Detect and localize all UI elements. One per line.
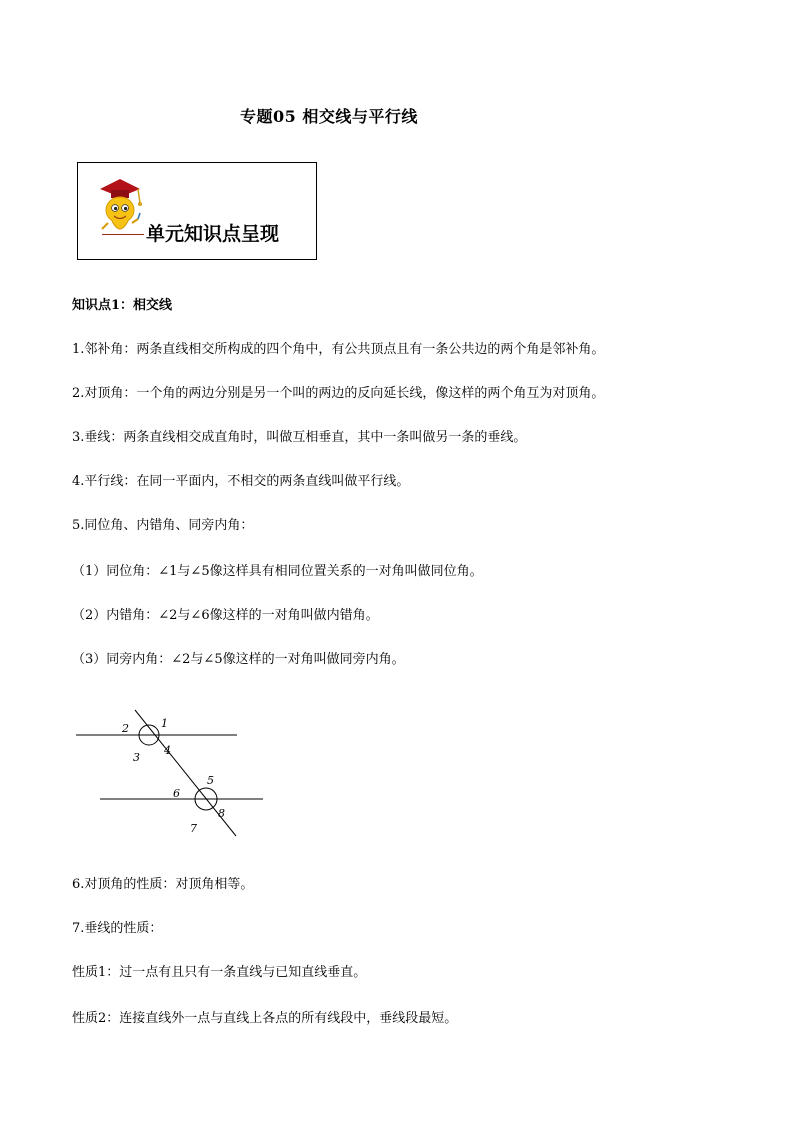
angle-label-8: 8 xyxy=(218,807,225,820)
knowledge-item: 5.同位角、内错角、同旁内角： xyxy=(72,518,254,533)
angles-diagram xyxy=(72,706,272,840)
section-heading: 知识点1：相交线 xyxy=(72,298,173,313)
angle-label-5: 5 xyxy=(207,774,214,787)
angle-label-4: 4 xyxy=(164,744,171,757)
banner-title: 单元知识点呈现 xyxy=(146,223,280,245)
graduate-mascot-icon xyxy=(94,177,144,239)
angle-label-3: 3 xyxy=(133,751,140,764)
knowledge-item: 2.对顶角：一个角的两边分别是另一个叫的两边的反向延长线，像这样的两个角互为对顶角。 xyxy=(72,386,605,401)
knowledge-item: 4.平行线：在同一平面内，不相交的两条直线叫做平行线。 xyxy=(72,474,410,489)
banner-underline xyxy=(102,234,144,235)
knowledge-item: （3）同旁内角：∠2与∠5像这样的一对角叫做同旁内角。 xyxy=(72,652,405,667)
angle-label-6: 6 xyxy=(173,787,180,800)
knowledge-item: （2）内错角：∠2与∠6像这样的一对角叫做内错角。 xyxy=(72,608,379,623)
knowledge-item: 6.对顶角的性质：对顶角相等。 xyxy=(72,877,254,892)
knowledge-item: （1）同位角：∠1与∠5像这样具有相同位置关系的一对角叫做同位角。 xyxy=(72,564,483,579)
knowledge-item: 性质1：过一点有且只有一条直线与已知直线垂直。 xyxy=(72,965,367,980)
knowledge-item: 3.垂线：两条直线相交成直角时，叫做互相垂直，其中一条叫做另一条的垂线。 xyxy=(72,430,527,445)
knowledge-item: 性质2：连接直线外一点与直线上各点的所有线段中，垂线段最短。 xyxy=(72,1011,458,1026)
page-title: 专题05 相交线与平行线 xyxy=(240,107,418,126)
unit-banner xyxy=(77,162,317,260)
angle-label-1: 1 xyxy=(161,717,168,730)
angle-label-7: 7 xyxy=(190,822,197,835)
knowledge-item: 7.垂线的性质： xyxy=(72,921,163,936)
knowledge-item: 1.邻补角：两条直线相交所构成的四个角中，有公共顶点且有一条公共边的两个角是邻补角。 xyxy=(72,342,605,357)
angle-label-2: 2 xyxy=(122,722,129,735)
